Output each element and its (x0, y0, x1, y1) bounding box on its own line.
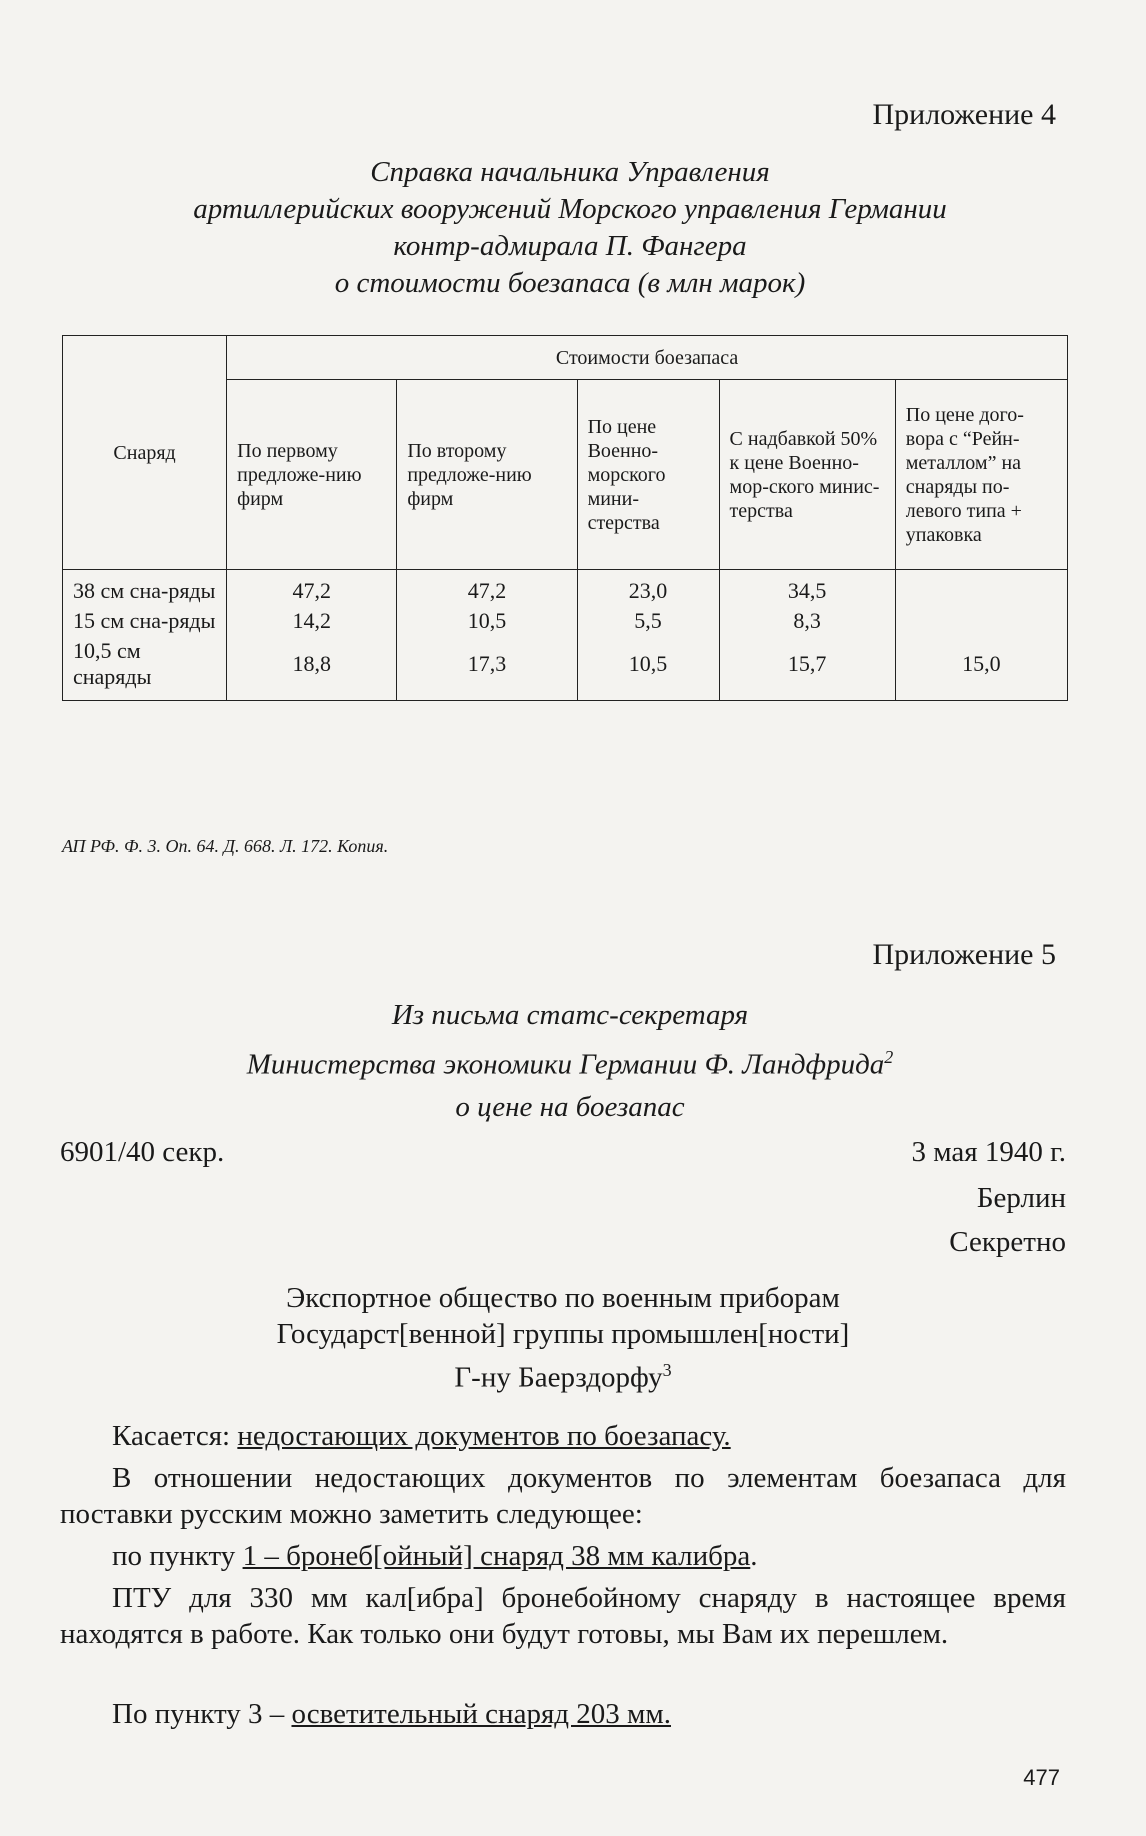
letter-date: 3 мая 1940 г. (911, 1136, 1066, 1168)
archive-source: АП РФ. Ф. 3. Оп. 64. Д. 668. Л. 172. Копия. (62, 836, 389, 856)
letter-city: Берлин (976, 1182, 1066, 1214)
title-line: о цене на боезапас (455, 1090, 685, 1123)
cell-value: 10,5 (397, 606, 577, 636)
cell-value (895, 606, 1067, 636)
cell-value: 5,5 (577, 606, 719, 636)
header-rheinmetall-price: По цене дого-вора с “Рейн-металлом” на снаряды по-левого типа + упаковка (895, 380, 1067, 570)
paragraph (60, 1538, 1066, 1574)
appendix-5-title (60, 994, 1080, 1128)
appendix-4-title (60, 154, 1080, 302)
cell-projectile: 10,5 см снаряды (63, 636, 227, 701)
title-line: артиллерийских вооружений Морского управления Германии (193, 193, 947, 225)
cell-projectile: 15 см сна-ряды (63, 606, 227, 636)
cell-value (895, 570, 1067, 607)
addressee-block (60, 1280, 1066, 1396)
subject-line (60, 1418, 1066, 1454)
title-line: Справка начальника Управления (370, 156, 770, 188)
page-number: 477 (1023, 1765, 1060, 1790)
subject-label: Касается: (112, 1420, 238, 1452)
header-projectile: Снаряд (63, 336, 227, 570)
reference-number: 6901/40 секр. (60, 1136, 225, 1168)
cell-value: 47,2 (227, 570, 397, 607)
footnote-marker: 2 (884, 1047, 894, 1067)
paragraph-text: По пункту 3 – (112, 1698, 292, 1730)
table-row (63, 606, 1068, 636)
title-line: контр-адмирала П. Фангера (393, 230, 747, 262)
cell-projectile: 38 см сна-ряды (63, 570, 227, 607)
paragraph-text: . (750, 1540, 758, 1572)
cell-value: 23,0 (577, 570, 719, 607)
appendix-4-label: Приложение 4 (872, 98, 1056, 131)
cell-value: 15,0 (895, 636, 1067, 701)
cell-value: 34,5 (719, 570, 895, 607)
addressee-line: Экспортное общество по военным приборам (286, 1282, 840, 1314)
title-line-text: Министерства экономики Германии Ф. Ландфрида (246, 1048, 885, 1081)
appendix-5-label: Приложение 5 (872, 938, 1056, 971)
header-navy-price: По цене Военно-морского мини-стерства (577, 380, 719, 570)
addressee-name: Г-ну Баерздорфу (454, 1361, 663, 1394)
title-line: о стоимости боезапаса (в млн марок) (334, 267, 806, 299)
header-markup-50: С надбавкой 50% к цене Военно-мор-ского минис-терства (719, 380, 895, 570)
cell-value: 17,3 (397, 636, 577, 701)
header-group-costs: Стоимости боезапаса (227, 336, 1068, 380)
paragraph (60, 1696, 1066, 1732)
addressee-line (60, 1352, 1066, 1396)
paragraph: ПТУ для 330 мм кал[ибра] бронебойному снаряду в настоящее время находятся в работе. Как только они будут готовы, мы Вам их перешлем. (60, 1582, 1066, 1650)
header-second-offer: По второму предложе-нию фирм (397, 380, 577, 570)
cell-value: 18,8 (227, 636, 397, 701)
cell-value: 10,5 (577, 636, 719, 701)
subject-text: недостающих документов по боезапасу. (237, 1420, 731, 1452)
title-line: Из письма статс-секретаря (391, 999, 749, 1031)
underlined-item: осветительный снаряд 203 мм. (291, 1698, 671, 1730)
cell-value: 15,7 (719, 636, 895, 701)
header-first-offer: По первому предложе-нию фирм (227, 380, 397, 570)
cell-value: 14,2 (227, 606, 397, 636)
paragraph-text: по пункту (112, 1540, 243, 1572)
title-line (60, 1036, 1080, 1086)
paragraph: В отношении недостающих документов по элементам боезапаса для поставки русским можно заметить следующее: (60, 1462, 1066, 1530)
table-row (63, 636, 1068, 701)
cell-value: 8,3 (719, 606, 895, 636)
addressee-line: Государст[венной] группы промышлен[ности] (276, 1318, 850, 1350)
footnote-marker: 3 (662, 1360, 672, 1380)
table-row (63, 570, 1068, 607)
table-header-row (63, 336, 1068, 380)
underlined-item: 1 – бронеб[ойный] снаряд 38 мм калибра (242, 1540, 751, 1572)
classification-mark: Секретно (949, 1226, 1066, 1258)
cost-table (62, 335, 1068, 701)
cell-value: 47,2 (397, 570, 577, 607)
